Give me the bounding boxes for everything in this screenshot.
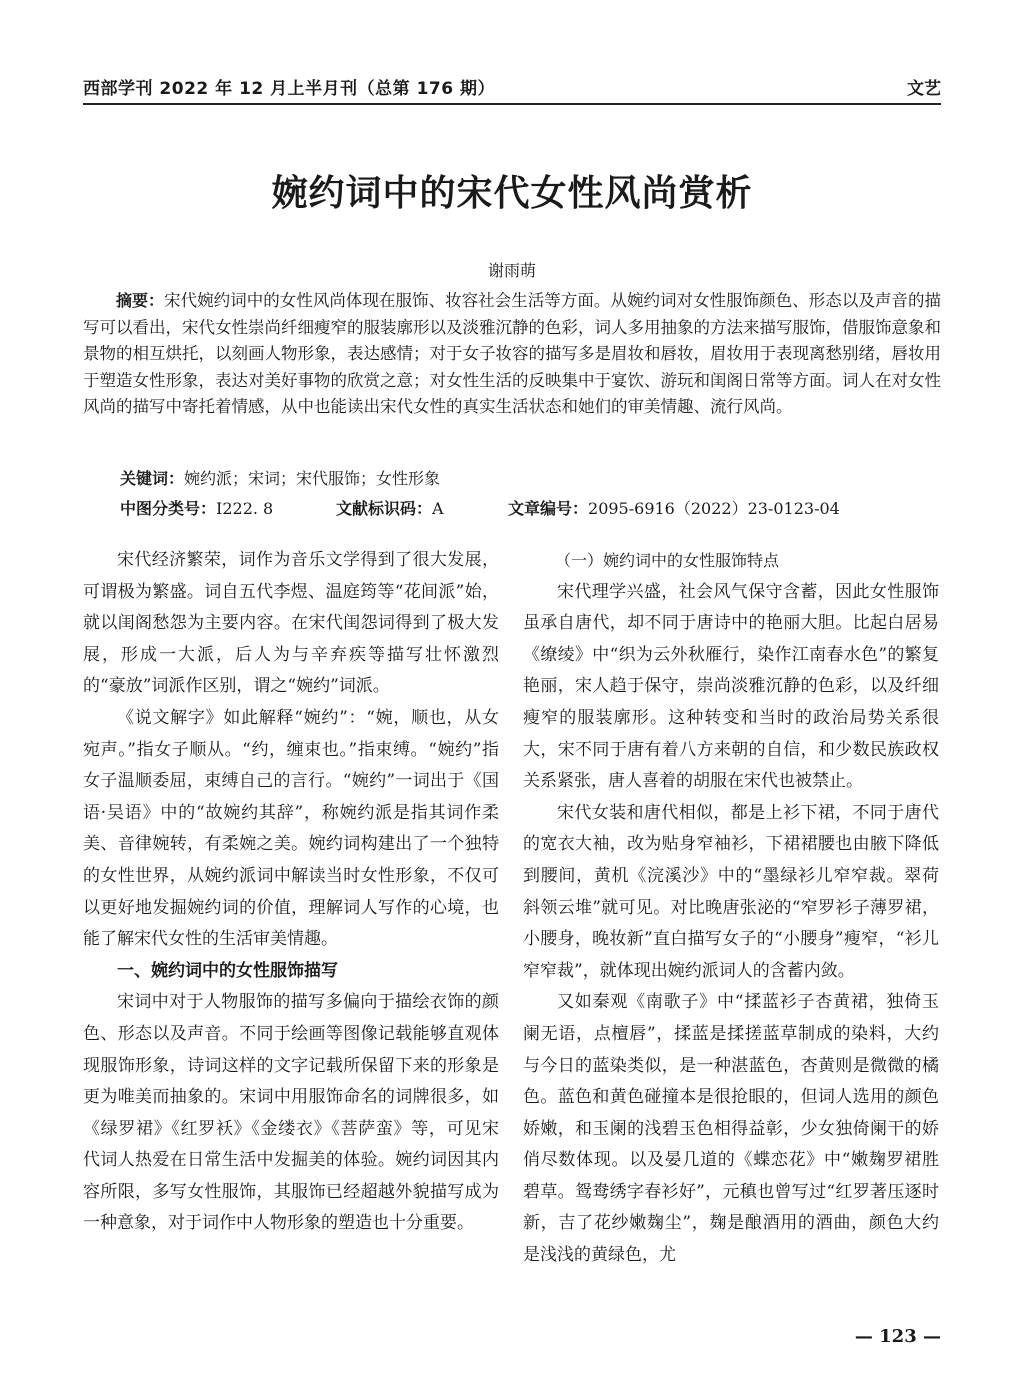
abstract-label: 摘要： bbox=[116, 291, 165, 310]
header-rule bbox=[83, 103, 941, 105]
paragraph: 宋代经济繁荣，词作为音乐文学得到了很大发展，可谓极为繁盛。词自五代李煜、温庭筠等“花间派”始，就以闺阁愁怨为主要内容。在宋代闺怨词得到了极大发展，形成一大派，后人为与辛弃疾等描写壮怀激烈的“豪放”词派作区别，谓之“婉约”词派。 bbox=[83, 550, 499, 697]
journal-info: 西部学刊 2022 年 12 月上半月刊（总第 176 期） bbox=[83, 79, 495, 99]
document-code bbox=[336, 497, 444, 521]
doc-label: 文献标识码： bbox=[336, 499, 433, 518]
article-no-label: 文章编号： bbox=[508, 499, 589, 518]
article-author: 谢雨萌 bbox=[487, 261, 536, 280]
keywords-label: 关键词： bbox=[120, 469, 185, 488]
paragraph: 宋代女装和唐代相似，都是上衫下裙，不同于唐代的宽衣大袖，改为贴身窄袖衫，下裙裙腰也由腋下降低到腰间，黄机《浣溪沙》中的“墨绿衫儿窄窄裁。翠荷斜领云堆”就可见。对比晚唐张泌的“窄罗衫子薄罗裙，小腰身，晚妆新”直白描写女子的“小腰身”瘦窄，“衫儿窄窄裁”，就体现出婉约派词人的含蓄内敛。 bbox=[523, 802, 939, 981]
keywords bbox=[120, 467, 440, 491]
section-name: 文艺 bbox=[907, 79, 941, 99]
abstract-text: 宋代婉约词中的女性风尚体现在服饰、妆容社会生活等方面。从婉约词对女性服饰颜色、形态以及声音的描写可以看出，宋代女性崇尚纤细瘦窄的服装廓形以及淡雅沉静的色彩，词人多用抽象的方法来描写服饰，借服饰意象和景物的相互烘托，以刻画人物形象，表达感情；对于女子妆容的描写多是眉妆和唇妆，眉妆用于表现离愁别绪，唇妆用于塑造女性形象，表达对美好事物的欣赏之意；对女性生活的反映集中于宴饮、游玩和闺阁日常等方面。词人在对女性风尚的描写中寄托着情感，从中也能读出宋代女性的真实生活状态和她们的审美情趣、流行风尚。 bbox=[83, 291, 941, 416]
section-heading: 一、婉约词中的女性服饰描写 bbox=[117, 960, 338, 981]
abstract bbox=[83, 288, 941, 421]
running-header bbox=[83, 70, 941, 100]
left-column bbox=[83, 545, 499, 1240]
clc-number bbox=[120, 497, 273, 521]
clc-label: 中图分类号： bbox=[120, 499, 217, 518]
article-title: 婉约词中的宋代女性风尚赏析 bbox=[271, 172, 753, 214]
keywords-text: 婉约派；宋词；宋代服饰；女性形象 bbox=[184, 469, 441, 488]
right-column bbox=[523, 545, 939, 1272]
doc-value: A bbox=[432, 499, 444, 518]
article-number bbox=[508, 497, 840, 521]
article-no-value: 2095-6916（2022）23-0123-04 bbox=[588, 499, 840, 518]
paragraph: 宋词中对于人物服饰的描写多偏向于描绘衣饰的颜色、形态以及声音。不同于绘画等图像记载能够直观体现服饰形象，诗词这样的文字记载所保留下来的形象是更为唯美而抽象的。宋词中用服饰命名的词牌很多，如《绿罗裙》《红罗袄》《金缕衣》《菩萨蛮》等，可见宋代词人热爱在日常生活中发掘美的体验。婉约词因其内容所限，多写女性服饰，其服饰已经超越外貌描写成为一种意象，对于词作中人物形象的塑造也十分重要。 bbox=[83, 992, 499, 1234]
clc-value: I222. 8 bbox=[216, 499, 274, 518]
subsection-heading: （一）婉约词中的女性服饰特点 bbox=[555, 551, 780, 570]
page-number: — 123 — bbox=[854, 1326, 941, 1347]
paragraph: 又如秦观《南歌子》中“揉蓝衫子杏黄裙，独倚玉阑无语，点檀唇”，揉蓝是揉搓蓝草制成的染料，大约与今日的蓝染类似，是一种湛蓝色，杏黄则是微微的橘色。蓝色和黄色碰撞本是很抢眼的，但词人选用的颜色娇嫩，和玉阑的浅碧玉色相得益彰，少女独倚阑干的娇俏尽数体现。以及晏几道的《蝶恋花》中“嫩麹罗裙胜碧草。鸳鸯绣字春衫好”，元稹也曾写过“红罗著压逐时新，吉了花纱嫩麹尘”，麹是酿酒用的酒曲，颜色大约是浅浅的黄绿色，尤 bbox=[523, 992, 939, 1266]
paragraph: 宋代理学兴盛，社会风气保守含蓄，因此女性服饰虽承自唐代，却不同于唐诗中的艳丽大胆。比起白居易《缭绫》中“织为云外秋雁行，染作江南春水色”的繁复艳丽，宋人趋于保守，崇尚淡雅沉静的色彩，以及纤细瘦窄的服装廓形。这种转变和当时的政治局势关系很大，宋不同于唐有着八方来朝的自信，和少数民族政权关系紧张，唐人喜着的胡服在宋代也被禁止。 bbox=[523, 581, 939, 792]
paragraph: 《说文解字》如此解释“婉约”：“婉，顺也，从女宛声。”指女子顺从。“约，缠束也。”指束缚。“婉约”指女子温顺委屈，束缚自己的言行。“婉约”一词出于《国语·吴语》中的“故婉约其辞”，称婉约派是指其词作柔美、音律婉转，有柔婉之美。婉约词构建出了一个独特的女性世界，从婉约派词中解读当时女性形象，不仅可以更好地发掘婉约词的价值，理解词人写作的心境，也能了解宋代女性的生活审美情趣。 bbox=[83, 707, 499, 950]
